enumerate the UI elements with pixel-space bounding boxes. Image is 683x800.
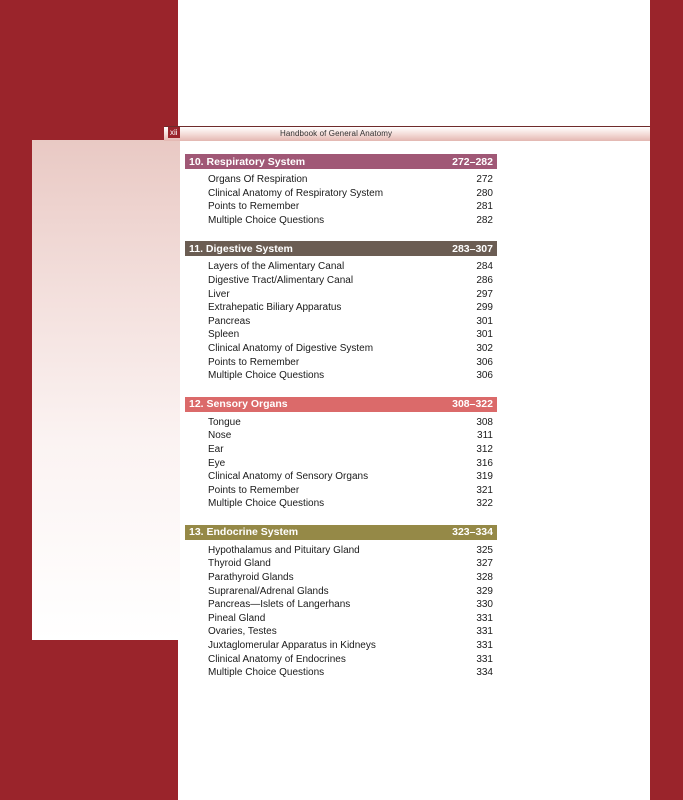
entry-page: 321 [476, 484, 493, 496]
toc-entry[interactable] [185, 342, 497, 356]
entry-label: Pancreas [208, 315, 251, 327]
toc-entry[interactable] [185, 571, 497, 585]
entry-page: 280 [476, 187, 493, 199]
table-of-contents [185, 154, 497, 694]
toc-entry[interactable] [185, 470, 497, 484]
entry-label: Organs Of Respiration [208, 174, 308, 185]
entry-label: Multiple Choice Questions [208, 214, 325, 226]
entry-page: 319 [476, 471, 493, 483]
entry-page: 282 [476, 214, 493, 226]
toc-entry[interactable] [185, 585, 497, 599]
entry-page: 331 [476, 626, 493, 638]
toc-entry[interactable] [185, 443, 497, 457]
entry-label: Digestive Tract/Alimentary Canal [208, 274, 354, 286]
entry-page: 316 [476, 457, 493, 469]
entry-label: Multiple Choice Questions [208, 498, 325, 510]
entry-page: 330 [476, 599, 493, 611]
entry-page: 327 [476, 558, 493, 570]
entry-page: 286 [476, 274, 493, 286]
entry-label: Thyroid Gland [208, 558, 271, 570]
entry-label: Points to Remember [208, 356, 300, 368]
entry-label: Nose [208, 430, 232, 442]
entry-page: 312 [476, 443, 493, 455]
chapter-title: 10. Respiratory System [189, 155, 306, 168]
toc-chapter [185, 154, 497, 227]
toc-entry[interactable] [185, 653, 497, 667]
toc-entry[interactable] [185, 274, 497, 288]
entry-page: 272 [476, 174, 493, 185]
entry-page: 322 [476, 498, 493, 510]
chapter-page-range: 308–322 [452, 398, 493, 411]
entry-label: Multiple Choice Questions [208, 667, 325, 679]
entry-label: Layers of the Alimentary Canal [208, 261, 345, 273]
toc-chapter [185, 397, 497, 511]
toc-entry[interactable] [185, 639, 497, 653]
entry-page: 308 [476, 416, 493, 428]
entry-label: Points to Remember [208, 201, 300, 213]
toc-entry[interactable] [185, 301, 497, 315]
entry-page: 306 [476, 356, 493, 368]
toc-entry[interactable] [185, 328, 497, 342]
entry-label: Tongue [208, 416, 241, 428]
toc-entry[interactable] [185, 557, 497, 571]
entry-label: Pineal Gland [208, 612, 266, 624]
entry-page: 299 [476, 302, 493, 314]
entry-page: 328 [476, 572, 493, 584]
entry-label: Spleen [208, 329, 240, 341]
chapter-page-range: 323–334 [452, 526, 493, 539]
entry-label: Clinical Anatomy of Endocrines [208, 653, 346, 665]
toc-entry[interactable] [185, 288, 497, 302]
entry-page: 331 [476, 653, 493, 665]
entry-label: Pancreas—Islets of Langerhans [208, 599, 351, 611]
chapter-title: 13. Endocrine System [189, 526, 299, 539]
toc-entry[interactable] [185, 429, 497, 443]
entry-label: Eye [208, 457, 226, 469]
toc-entry[interactable] [185, 666, 497, 680]
entry-page: 325 [476, 544, 493, 556]
entry-label: Extrahepatic Biliary Apparatus [208, 302, 342, 314]
decorative-side-panel [32, 140, 180, 640]
chapter-heading-bar[interactable] [185, 241, 497, 256]
entry-label: Juxtaglomerular Apparatus in Kidneys [208, 640, 376, 652]
toc-entry[interactable] [185, 497, 497, 511]
entry-page: 301 [476, 315, 493, 327]
entry-label: Clinical Anatomy of Respiratory System [208, 187, 384, 199]
entry-label: Suprarenal/Adrenal Glands [208, 585, 329, 597]
entry-label: Ear [208, 443, 224, 455]
toc-chapter [185, 525, 497, 680]
chapter-heading-bar[interactable] [185, 154, 497, 169]
chapter-page-range: 272–282 [452, 155, 493, 168]
chapter-title: 11. Digestive System [189, 242, 293, 255]
entry-page: 284 [476, 261, 493, 273]
toc-entry[interactable] [185, 356, 497, 370]
toc-entry[interactable] [185, 625, 497, 639]
entry-list [185, 416, 497, 511]
entry-label: Ovaries, Testes [208, 626, 277, 638]
running-title: Handbook of General Anatomy [280, 129, 393, 138]
toc-entry[interactable] [185, 187, 497, 201]
entry-label: Multiple Choice Questions [208, 370, 325, 382]
toc-entry[interactable] [185, 369, 497, 383]
page-number: xii [170, 128, 178, 137]
entry-label: Hypothalamus and Pituitary Gland [208, 544, 360, 556]
entry-page: 334 [476, 667, 493, 679]
entry-label: Parathyroid Glands [208, 572, 294, 584]
chapter-page-range: 283–307 [452, 242, 493, 255]
entry-list [185, 260, 497, 382]
toc-chapter [185, 241, 497, 382]
toc-entry[interactable] [185, 315, 497, 329]
entry-list [185, 173, 497, 227]
entry-page: 329 [476, 585, 493, 597]
chapter-heading-bar[interactable] [185, 397, 497, 412]
toc-entry[interactable] [185, 416, 497, 430]
toc-entry[interactable] [185, 173, 497, 187]
toc-entry[interactable] [185, 598, 497, 612]
entry-page: 297 [476, 288, 493, 300]
header-band [164, 126, 650, 141]
toc-entry[interactable] [185, 200, 497, 214]
toc-entry[interactable] [185, 612, 497, 626]
entry-page: 302 [476, 342, 493, 354]
entry-page: 311 [477, 430, 493, 442]
toc-entry[interactable] [185, 484, 497, 498]
entry-page: 331 [476, 612, 493, 624]
entry-page: 331 [476, 640, 493, 652]
entry-page: 306 [476, 370, 493, 382]
entry-list [185, 544, 497, 680]
entry-page: 281 [476, 201, 493, 213]
entry-page: 301 [476, 329, 493, 341]
chapter-title: 12. Sensory Organs [189, 398, 288, 411]
entry-label: Clinical Anatomy of Digestive System [208, 342, 374, 354]
chapter-heading-bar[interactable] [185, 525, 497, 540]
entry-label: Liver [208, 288, 230, 300]
entry-label: Points to Remember [208, 484, 300, 496]
entry-label: Clinical Anatomy of Sensory Organs [208, 471, 369, 483]
toc-entry[interactable] [185, 260, 497, 274]
toc-entry[interactable] [185, 457, 497, 471]
toc-entry[interactable] [185, 214, 497, 228]
toc-entry[interactable] [185, 544, 497, 558]
